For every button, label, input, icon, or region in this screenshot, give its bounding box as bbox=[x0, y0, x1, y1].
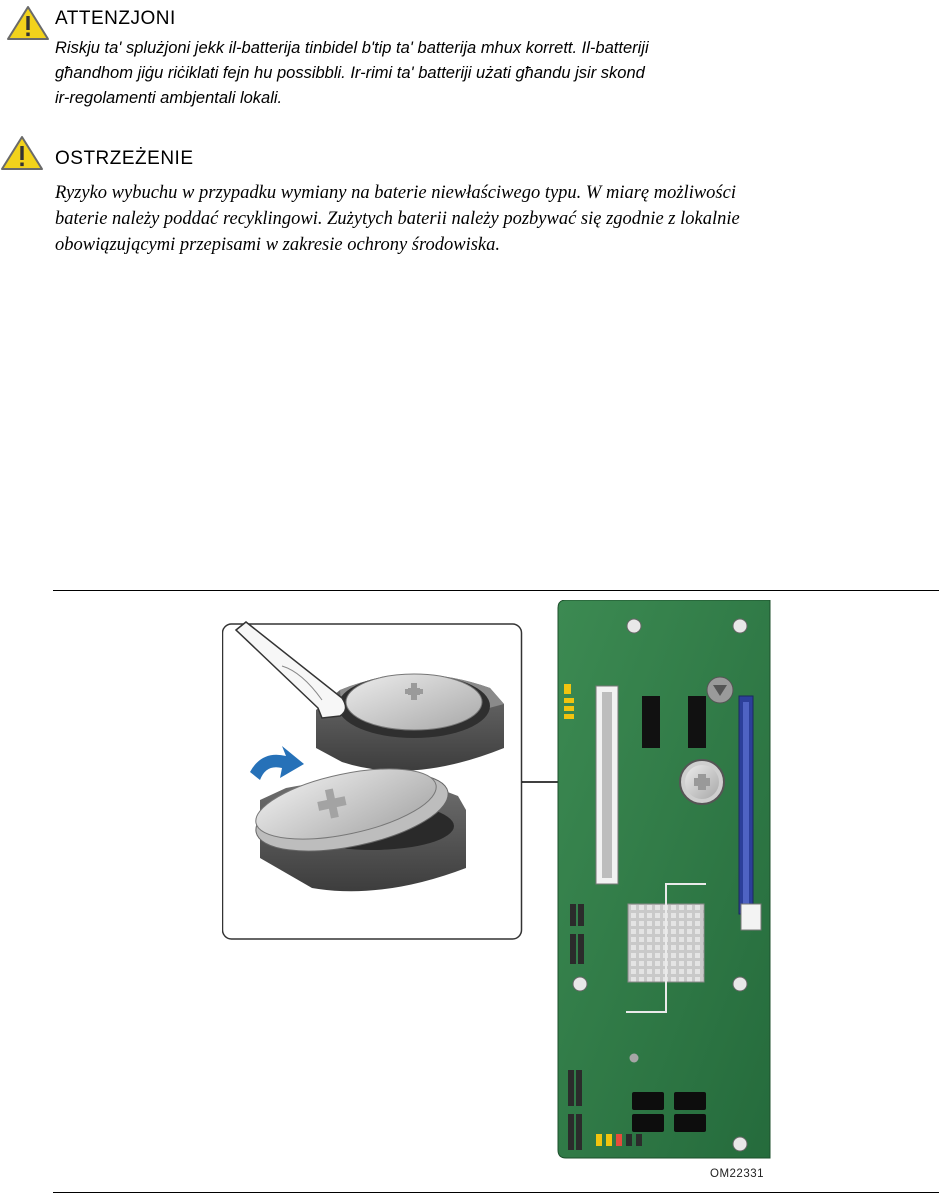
battery-illustration bbox=[222, 600, 782, 1184]
caution-triangle-icon bbox=[0, 135, 44, 171]
warning-line: baterie należy poddać recyklingowi. Zużytych baterii należy pozbywać się zgodnie z lokalnie bbox=[55, 209, 740, 229]
warning-line: obowiązującymi przepisami w zakresie ochrony środowiska. bbox=[55, 235, 501, 255]
warning-line: Riskju ta' splużjoni jekk il-batterija tinbidel b'tip ta' batterija mhux korrett. Il-batteriji bbox=[55, 39, 649, 57]
warning-text bbox=[55, 180, 740, 258]
warning-heading: OSTRZEŻENIE bbox=[55, 148, 194, 169]
inset-detail bbox=[223, 622, 522, 939]
caution-triangle-icon bbox=[6, 5, 50, 41]
page-bottom-rule bbox=[53, 1192, 939, 1193]
warning-line: ir-regolamenti ambjentali lokali. bbox=[55, 89, 283, 107]
warning-line: Ryzyko wybuchu w przypadku wymiany na baterie niewłaściwego typu. W miarę możliwości bbox=[55, 183, 736, 203]
warning-line: għandhom jiġu riċiklati fejn hu possibbli. Ir-rimi ta' batteriji użati għandu jsir skond bbox=[55, 64, 645, 82]
figure-id: OM22331 bbox=[710, 1168, 765, 1180]
warning-heading: ATTENZJONI bbox=[55, 8, 176, 29]
motherboard bbox=[558, 600, 770, 1158]
battery-replacement-figure bbox=[222, 600, 782, 1184]
warning-text bbox=[55, 36, 649, 111]
section-divider bbox=[53, 590, 939, 591]
